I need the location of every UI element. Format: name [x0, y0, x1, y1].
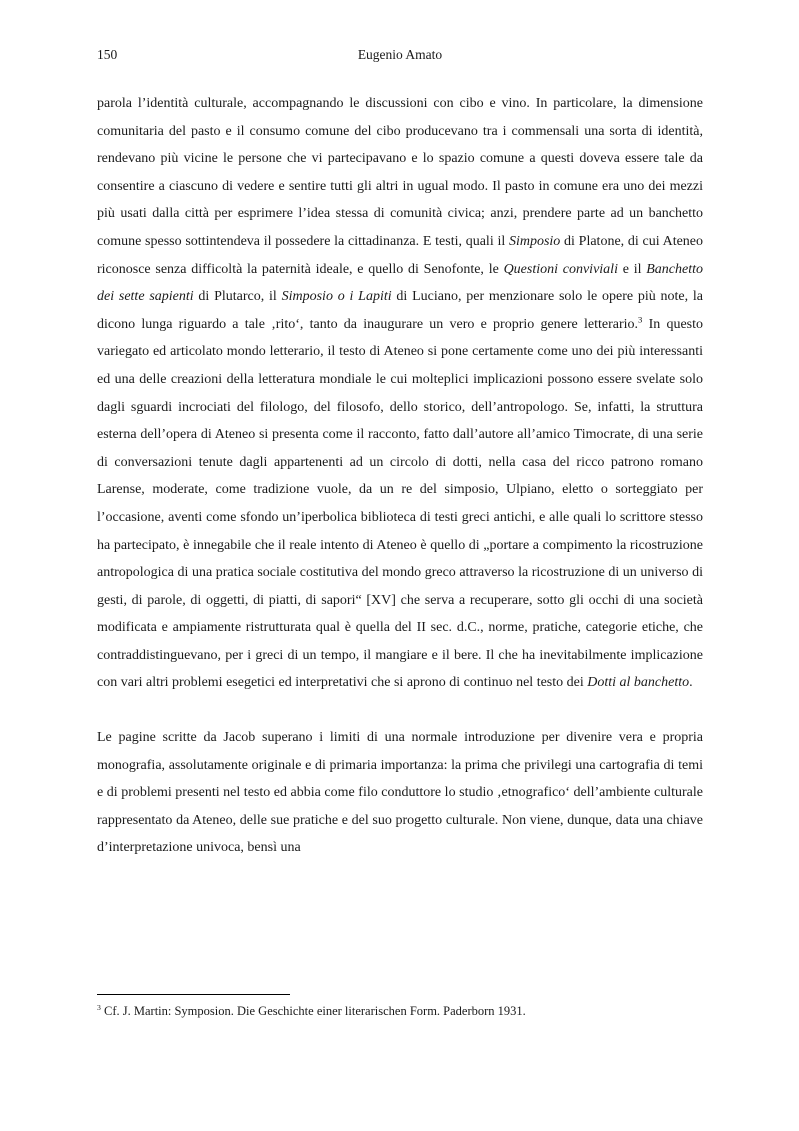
text-segment: Simposio o i Lapiti	[281, 289, 392, 305]
paragraph	[97, 90, 703, 697]
text-segment: Simposio	[508, 233, 561, 249]
text-segment: .	[689, 675, 693, 691]
text-segment: Dotti al banchetto	[587, 675, 690, 691]
running-header: Eugenio Amato	[357, 47, 443, 62]
footnote-block	[97, 994, 703, 1020]
footnote-reference: 3	[638, 314, 643, 325]
text-segment: di Plutarco, il	[193, 289, 282, 305]
text-segment: di Luciano, per menzionare solo le opere più note, la dicono lunga riguardo a tale ‚rito‘, tanto da inaugurare un vero e proprio genere letterario.	[97, 289, 704, 332]
footnote-separator	[97, 994, 290, 995]
footnote-text: Cf. J. Martin: Symposion. Die Geschichte einer literarischen Form. Paderborn 1931.	[100, 1004, 526, 1018]
footnote-marker: 3	[97, 1002, 101, 1012]
text-segment: parola l’identità culturale, accompagnando le discussioni con cibo e vino. In particolare, la dimensione comunitaria del pasto e il consumo comune del cibo producevano tra i commensali una sorta di identità, rendevano più vicine le persone che vi partecipavano e lo spazio comune a questi doveva essere tale da consentire a ciascuno di vedere e sentire tutti gli altri in ugual modo. Il pasto in comune era uno dei mezzi più usati dalla città per esprimere l’idea stessa di comunità civica; anzi, prendere parte ad un banchetto comune spesso sottintendeva il possedere la cittadinanza. E testi, quali il	[97, 96, 703, 249]
body-text	[97, 90, 703, 862]
page-header	[97, 47, 703, 67]
text-segment: In questo variegato ed articolato mondo letterario, il testo di Ateneo si pone certamente come uno dei più interessanti ed una delle creazioni della letteratura mondiale le cui molteplici implicazioni possono essere svelate solo dagli sguardi incrociati del filologo, del filosofo, dello storico, dell’antropologo. Se, infatti, la struttura esterna dell’opera di Ateneo si presenta come il racconto, fatto dall’autore all’amico Timocrate, di una serie di conversazioni tenute dagli appartenenti ad un circolo di dotti, nella casa del ricco patrono romano Larense, moderate, come tradizione vuole, da un re del simposio, Ulpiano, eletto o sorteggiato per l’occasione, aventi come sfondo un’iperbolica biblioteca di testi greci antichi, e alle quali lo scrittore stesso ha partecipato, è innegabile che il reale intento di Ateneo è quello di „portare a compimento la ricostruzione antropologica di una pratica sociale costitutiva del mondo greco attraverso la ricostruzione di un universo di gesti, di parole, di oggetti, di piatti, di sapori“ [XV] che serva a recuperare, sotto gli occhi di una società modificata e ampiamente ristrutturata qual è quella del II sec. d.C., norme, pratiche, categorie etiche, che contraddistinguevano, per i greci di un tempo, il mangiare e il bere. Il che ha inevitabilmente implicazione con vari altri problemi esegetici ed interpretativi che si aprono di continuo nel testo dei	[97, 316, 704, 691]
text-segment: Questioni conviviali	[503, 261, 618, 277]
paragraph	[97, 724, 703, 862]
text-segment: e il	[617, 261, 647, 277]
page-number: 150	[97, 47, 118, 62]
footnote	[97, 1002, 703, 1020]
text-segment: Banchetto dei sette sapienti	[97, 261, 703, 305]
text-segment: Le pagine scritte da Jacob superano i limiti di una normale introduzione per divenire vera e propria monografia, assolutamente originale e di primaria importanza: la prima che privilegi una cartografia di temi e di problemi presenti nel testo ed abbia come filo conduttore lo studio ‚etnografico‘ dell’ambiente culturale rappresentato da Ateneo, delle sue pratiche e del suo progetto culturale. Non viene, dunque, data una chiave d’interpretazione univoca, bensì una	[97, 730, 703, 856]
text-segment: di Platone, di cui Ateneo riconosce senza difficoltà la paternità ideale, e quello di Senofonte, le	[97, 233, 704, 277]
